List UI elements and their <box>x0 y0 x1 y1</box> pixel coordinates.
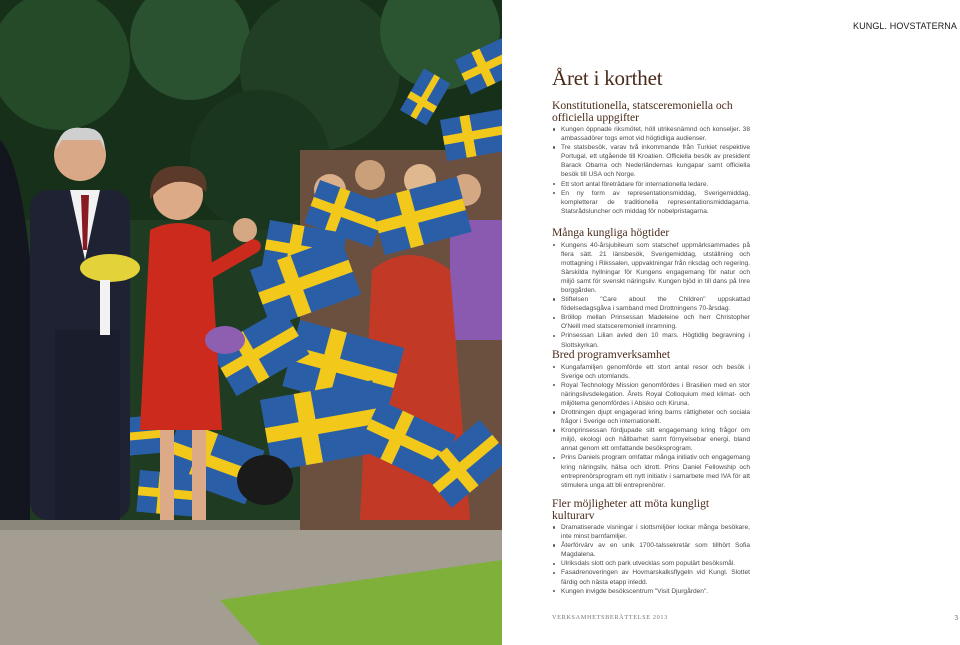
list-item: Stiftelsen "Care about the Children" uppskattad födelsedagsgåva i samband med Drottningens 70-årsdag. <box>552 295 750 313</box>
list-item: Tre statsbesök, varav två inkommande från Turkiet respektive Portugal, ett utgående till Kroatien. Officiella besök av president Barack Obama och Nederländernas kungapar samt officiella besök till USA och Norge. <box>552 143 750 179</box>
list-item: En ny form av representationsmiddag, Sverigemiddag, kompletterar de traditionella representationsmiddagarna. Statsrådsluncher och middag för nobelpristagarna. <box>552 189 750 216</box>
list-item: Kungen invigde besökscentrum "Visit Djurgården". <box>552 587 750 596</box>
list-item: Prins Daniels program omfattar många initiativ och engagemang kring näringsliv, hälsa och idrott. Prins Daniel Fellowship och entreprenörsprogram ett nytt initiativ i samarbete med IVA för att stimulera unga att bli entreprenörer. <box>552 453 750 489</box>
list-item: Kungen öppnade riksmötet, höll utrikesnämnd och konseljer. 38 ambassadörer togs emot vid högtidliga audienser. <box>552 125 750 143</box>
list-item: Fasadrenoveringen av Hovmarskalksflygeln vid Kungl. Slottet färdig och nästa etapp inledd. <box>552 568 750 586</box>
section-constitutional <box>552 100 750 216</box>
section-heading: Fler möjligheter att möta kungligt kulturarv <box>552 497 710 522</box>
section-heading: Många kungliga högtider <box>552 226 670 239</box>
section-heritage <box>552 498 750 596</box>
list-item: Royal Technology Mission genomfördes i Brasilien med en stor näringslivsdelegation. Årets Royal Colloquium med klimat- och miljötema genomfördes i Abisko och Kiruna. <box>552 381 750 408</box>
section-heading: Bred programverksamhet <box>552 348 671 361</box>
list-item: Ett stort antal företrädare för internationella ledare. <box>552 180 750 189</box>
bullet-list <box>552 241 750 350</box>
page-title: Året i korthet <box>552 66 663 90</box>
section-program <box>552 349 750 490</box>
section-celebrations <box>552 227 750 350</box>
list-item: Kungens 40-årsjubileum som statschef uppmärksammades på flera sätt. 21 länsbesök, Sverigemiddag, utställning och mottagning i Rikssalen, uppvaktningar från riksdag och regering. Särskilda hyllningar för Kungens engagemang för natur och miljö samt för svenskt näringsliv. Kungen bjöd in till dans på Inre borggården. <box>552 241 750 296</box>
text-page <box>502 0 960 645</box>
page-number: 3 <box>954 614 958 622</box>
section-label: KUNGL. HOVSTATERNA <box>853 21 957 31</box>
bullet-list <box>552 125 750 216</box>
footer-title: VERKSAMHETSBERÄTTELSE 2013 <box>552 614 668 621</box>
list-item: Prinsessan Lilian avled den 10 mars. Högtidlig begravning i Slottskyrkan. <box>552 331 750 349</box>
list-item: Drottningen djupt engagerad kring barns rättigheter och sociala frågor i Sverige och internationellt. <box>552 408 750 426</box>
list-item: Ulriksdals slott och park utvecklas som populärt besöksmål. <box>552 559 750 568</box>
list-item: Bröllop mellan Prinsessan Madeleine och herr Christopher O'Neill med statsceremoniell inramning. <box>552 313 750 331</box>
list-item: Kungafamiljen genomförde ett stort antal resor och besök i Sverige och utomlands. <box>552 363 750 381</box>
section-heading: Konstitutionella, statsceremoniella och officiella uppgifter <box>552 99 733 124</box>
bullet-list <box>552 363 750 490</box>
list-item: Dramatiserade visningar i slottsmiljöer lockar många besökare, inte minst barnfamiljer. <box>552 523 750 541</box>
list-item: Återförvärv av en unik 1700-talssekretär som tillhört Sofia Magdalena. <box>552 541 750 559</box>
bullet-list <box>552 523 750 596</box>
list-item: Kronprinsessan fördjupade sitt engagemang kring frågor om miljö, ekologi och hållbarhet samt förnyelsebar energi, bland annat genom ett omfattande besöksprogram. <box>552 426 750 453</box>
